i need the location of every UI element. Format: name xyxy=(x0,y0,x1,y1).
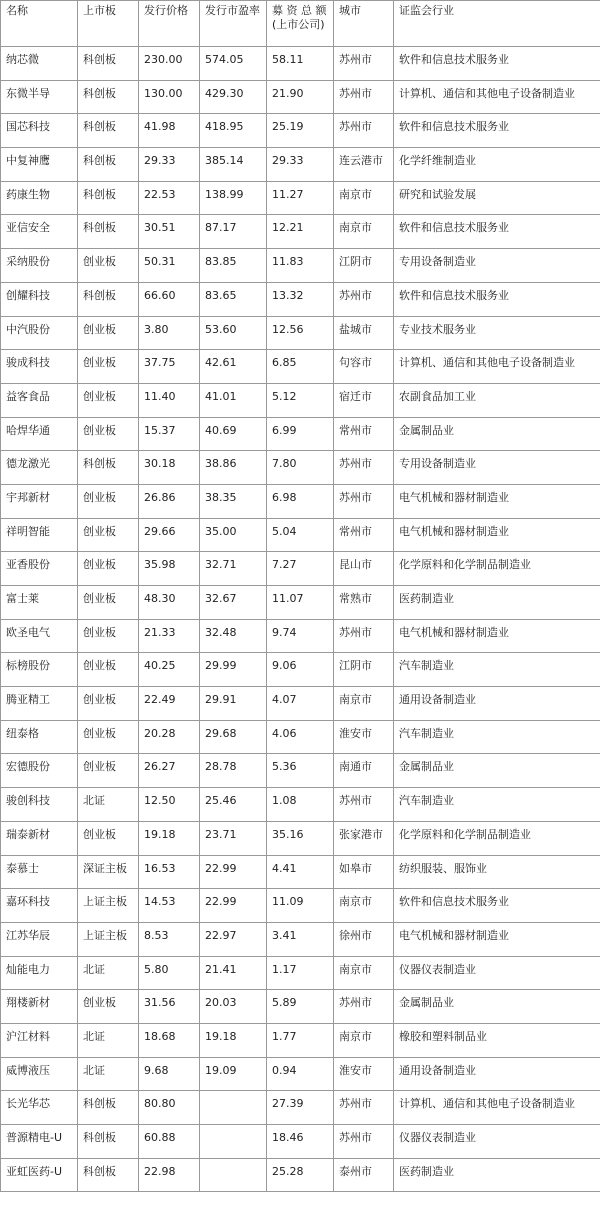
cell-listing-board: 上证主板 xyxy=(78,922,139,956)
cell-listing-board: 创业板 xyxy=(78,720,139,754)
cell-company-name: 骏成科技 xyxy=(1,350,78,384)
cell-listing-board: 科创板 xyxy=(78,1125,139,1159)
cell-listing-board: 科创板 xyxy=(78,114,139,148)
cell-industry: 化学原料和化学制品制造业 xyxy=(394,821,600,855)
cell-issue-price: 37.75 xyxy=(139,350,200,384)
table-row xyxy=(1,1023,600,1057)
cell-issue-price: 3.80 xyxy=(139,316,200,350)
cell-company-name: 沪江材料 xyxy=(1,1023,78,1057)
cell-listing-board: 北证 xyxy=(78,1057,139,1091)
table-row xyxy=(1,47,600,81)
cell-company-name: 普源精电-U xyxy=(1,1125,78,1159)
cell-issue-pe: 87.17 xyxy=(200,215,267,249)
cell-issue-price: 9.68 xyxy=(139,1057,200,1091)
cell-listing-board: 创业板 xyxy=(78,754,139,788)
cell-total-raised: 3.41 xyxy=(267,922,334,956)
cell-industry: 研究和试验发展 xyxy=(394,181,600,215)
table-row xyxy=(1,417,600,451)
cell-city: 南通市 xyxy=(334,754,394,788)
cell-total-raised: 5.36 xyxy=(267,754,334,788)
cell-issue-pe: 42.61 xyxy=(200,350,267,384)
cell-industry: 电气机械和器材制造业 xyxy=(394,619,600,653)
cell-issue-price: 14.53 xyxy=(139,889,200,923)
cell-industry: 汽车制造业 xyxy=(394,653,600,687)
cell-listing-board: 北证 xyxy=(78,956,139,990)
cell-industry: 橡胶和塑料制品业 xyxy=(394,1023,600,1057)
cell-issue-price: 50.31 xyxy=(139,249,200,283)
cell-total-raised: 4.41 xyxy=(267,855,334,889)
cell-company-name: 富士莱 xyxy=(1,586,78,620)
cell-company-name: 中汽股份 xyxy=(1,316,78,350)
cell-issue-pe: 23.71 xyxy=(200,821,267,855)
cell-listing-board: 创业板 xyxy=(78,821,139,855)
cell-total-raised: 6.85 xyxy=(267,350,334,384)
cell-listing-board: 创业板 xyxy=(78,552,139,586)
cell-company-name: 欧圣电气 xyxy=(1,619,78,653)
cell-city: 苏州市 xyxy=(334,282,394,316)
cell-total-raised: 9.06 xyxy=(267,653,334,687)
cell-listing-board: 创业板 xyxy=(78,518,139,552)
cell-total-raised: 5.12 xyxy=(267,383,334,417)
cell-company-name: 国芯科技 xyxy=(1,114,78,148)
cell-listing-board: 科创板 xyxy=(78,215,139,249)
cell-total-raised: 0.94 xyxy=(267,1057,334,1091)
cell-issue-pe xyxy=(200,1158,267,1192)
cell-city: 南京市 xyxy=(334,215,394,249)
cell-issue-price: 11.40 xyxy=(139,383,200,417)
cell-industry: 农副食品加工业 xyxy=(394,383,600,417)
cell-listing-board: 科创板 xyxy=(78,1091,139,1125)
cell-industry: 电气机械和器材制造业 xyxy=(394,518,600,552)
cell-industry: 软件和信息技术服务业 xyxy=(394,114,600,148)
cell-company-name: 亚信安全 xyxy=(1,215,78,249)
cell-city: 南京市 xyxy=(334,1023,394,1057)
cell-total-raised: 11.27 xyxy=(267,181,334,215)
cell-total-raised: 11.07 xyxy=(267,586,334,620)
cell-listing-board: 北证 xyxy=(78,1023,139,1057)
cell-city: 江阴市 xyxy=(334,653,394,687)
cell-listing-board: 北证 xyxy=(78,788,139,822)
cell-city: 苏州市 xyxy=(334,451,394,485)
cell-issue-price: 35.98 xyxy=(139,552,200,586)
cell-city: 苏州市 xyxy=(334,619,394,653)
table-header-row xyxy=(1,1,600,47)
cell-issue-pe: 20.03 xyxy=(200,990,267,1024)
cell-issue-pe: 83.85 xyxy=(200,249,267,283)
cell-issue-price: 22.98 xyxy=(139,1158,200,1192)
cell-listing-board: 科创板 xyxy=(78,148,139,182)
cell-listing-board: 创业板 xyxy=(78,350,139,384)
cell-company-name: 中复神鹰 xyxy=(1,148,78,182)
cell-listing-board: 创业板 xyxy=(78,990,139,1024)
cell-city: 苏州市 xyxy=(334,1091,394,1125)
cell-company-name: 纽泰格 xyxy=(1,720,78,754)
cell-total-raised: 5.04 xyxy=(267,518,334,552)
cell-company-name: 纳芯微 xyxy=(1,47,78,81)
cell-issue-price: 12.50 xyxy=(139,788,200,822)
cell-issue-price: 29.33 xyxy=(139,148,200,182)
cell-company-name: 亚虹医药-U xyxy=(1,1158,78,1192)
cell-listing-board: 创业板 xyxy=(78,653,139,687)
cell-issue-pe xyxy=(200,1091,267,1125)
cell-city: 如皋市 xyxy=(334,855,394,889)
cell-issue-price: 130.00 xyxy=(139,80,200,114)
table-row xyxy=(1,1091,600,1125)
cell-issue-pe: 25.46 xyxy=(200,788,267,822)
cell-industry: 专业技术服务业 xyxy=(394,316,600,350)
cell-city: 连云港市 xyxy=(334,148,394,182)
cell-company-name: 亚香股份 xyxy=(1,552,78,586)
table-row xyxy=(1,80,600,114)
cell-listing-board: 科创板 xyxy=(78,282,139,316)
table-row xyxy=(1,653,600,687)
cell-issue-price: 20.28 xyxy=(139,720,200,754)
cell-total-raised: 4.07 xyxy=(267,687,334,721)
cell-issue-pe: 22.97 xyxy=(200,922,267,956)
cell-issue-price: 5.80 xyxy=(139,956,200,990)
cell-industry: 电气机械和器材制造业 xyxy=(394,922,600,956)
table-row xyxy=(1,148,600,182)
cell-issue-pe: 32.67 xyxy=(200,586,267,620)
cell-total-raised: 4.06 xyxy=(267,720,334,754)
table-row xyxy=(1,720,600,754)
cell-industry: 医药制造业 xyxy=(394,586,600,620)
table-row xyxy=(1,518,600,552)
cell-company-name: 长光华芯 xyxy=(1,1091,78,1125)
cell-issue-price: 80.80 xyxy=(139,1091,200,1125)
cell-issue-price: 60.88 xyxy=(139,1125,200,1159)
table-row xyxy=(1,619,600,653)
cell-total-raised: 11.83 xyxy=(267,249,334,283)
header-industry: 证监会行业 xyxy=(394,1,600,47)
cell-company-name: 瑞泰新材 xyxy=(1,821,78,855)
cell-issue-price: 16.53 xyxy=(139,855,200,889)
cell-industry: 化学原料和化学制品制造业 xyxy=(394,552,600,586)
cell-industry: 仪器仪表制造业 xyxy=(394,956,600,990)
cell-total-raised: 7.27 xyxy=(267,552,334,586)
cell-company-name: 采纳股份 xyxy=(1,249,78,283)
table-row xyxy=(1,249,600,283)
cell-issue-pe: 29.99 xyxy=(200,653,267,687)
cell-city: 盐城市 xyxy=(334,316,394,350)
cell-issue-pe: 22.99 xyxy=(200,855,267,889)
cell-issue-price: 18.68 xyxy=(139,1023,200,1057)
cell-city: 南京市 xyxy=(334,956,394,990)
cell-company-name: 泰慕士 xyxy=(1,855,78,889)
cell-company-name: 嘉环科技 xyxy=(1,889,78,923)
table-row xyxy=(1,383,600,417)
cell-industry: 汽车制造业 xyxy=(394,788,600,822)
cell-listing-board: 科创板 xyxy=(78,451,139,485)
cell-issue-pe: 35.00 xyxy=(200,518,267,552)
cell-issue-price: 21.33 xyxy=(139,619,200,653)
cell-listing-board: 深证主板 xyxy=(78,855,139,889)
table-row xyxy=(1,215,600,249)
cell-issue-pe xyxy=(200,1125,267,1159)
cell-issue-price: 230.00 xyxy=(139,47,200,81)
cell-company-name: 祥明智能 xyxy=(1,518,78,552)
cell-issue-price: 29.66 xyxy=(139,518,200,552)
cell-city: 南京市 xyxy=(334,181,394,215)
cell-company-name: 威博液压 xyxy=(1,1057,78,1091)
cell-issue-pe: 32.71 xyxy=(200,552,267,586)
cell-issue-price: 26.27 xyxy=(139,754,200,788)
cell-issue-pe: 29.68 xyxy=(200,720,267,754)
cell-listing-board: 科创板 xyxy=(78,181,139,215)
table-row xyxy=(1,990,600,1024)
cell-city: 常州市 xyxy=(334,417,394,451)
table-row xyxy=(1,956,600,990)
cell-total-raised: 25.19 xyxy=(267,114,334,148)
cell-company-name: 腾亚精工 xyxy=(1,687,78,721)
cell-industry: 仪器仪表制造业 xyxy=(394,1125,600,1159)
table-row xyxy=(1,451,600,485)
table-row xyxy=(1,754,600,788)
cell-issue-price: 22.53 xyxy=(139,181,200,215)
cell-total-raised: 29.33 xyxy=(267,148,334,182)
cell-total-raised: 11.09 xyxy=(267,889,334,923)
cell-city: 南京市 xyxy=(334,687,394,721)
header-issue-price: 发行价格 xyxy=(139,1,200,47)
cell-city: 苏州市 xyxy=(334,80,394,114)
cell-company-name: 东微半导 xyxy=(1,80,78,114)
cell-company-name: 益客食品 xyxy=(1,383,78,417)
cell-issue-pe: 41.01 xyxy=(200,383,267,417)
cell-issue-price: 30.51 xyxy=(139,215,200,249)
cell-total-raised: 1.77 xyxy=(267,1023,334,1057)
table-body xyxy=(1,47,600,1192)
cell-industry: 金属制品业 xyxy=(394,990,600,1024)
cell-industry: 通用设备制造业 xyxy=(394,687,600,721)
cell-industry: 软件和信息技术服务业 xyxy=(394,282,600,316)
table-row xyxy=(1,586,600,620)
cell-industry: 计算机、通信和其他电子设备制造业 xyxy=(394,1091,600,1125)
cell-issue-pe: 138.99 xyxy=(200,181,267,215)
table-row xyxy=(1,484,600,518)
cell-issue-price: 48.30 xyxy=(139,586,200,620)
cell-issue-pe: 19.18 xyxy=(200,1023,267,1057)
header-name: 名称 xyxy=(1,1,78,47)
table-row xyxy=(1,114,600,148)
cell-issue-pe: 21.41 xyxy=(200,956,267,990)
cell-city: 张家港市 xyxy=(334,821,394,855)
header-total-raised-label: 募 资 总 额 xyxy=(272,4,327,17)
cell-total-raised: 21.90 xyxy=(267,80,334,114)
cell-issue-price: 22.49 xyxy=(139,687,200,721)
cell-listing-board: 创业板 xyxy=(78,586,139,620)
table-row xyxy=(1,552,600,586)
cell-company-name: 翔楼新材 xyxy=(1,990,78,1024)
cell-total-raised: 1.08 xyxy=(267,788,334,822)
cell-industry: 软件和信息技术服务业 xyxy=(394,47,600,81)
cell-industry: 纺织服装、服饰业 xyxy=(394,855,600,889)
cell-city: 徐州市 xyxy=(334,922,394,956)
cell-industry: 医药制造业 xyxy=(394,1158,600,1192)
cell-company-name: 江苏华辰 xyxy=(1,922,78,956)
cell-issue-pe: 385.14 xyxy=(200,148,267,182)
table-row xyxy=(1,181,600,215)
cell-city: 淮安市 xyxy=(334,720,394,754)
cell-city: 苏州市 xyxy=(334,114,394,148)
cell-industry: 计算机、通信和其他电子设备制造业 xyxy=(394,350,600,384)
cell-listing-board: 创业板 xyxy=(78,383,139,417)
cell-issue-price: 31.56 xyxy=(139,990,200,1024)
cell-city: 常熟市 xyxy=(334,586,394,620)
cell-listing-board: 创业板 xyxy=(78,316,139,350)
cell-company-name: 药康生物 xyxy=(1,181,78,215)
table-row xyxy=(1,922,600,956)
cell-company-name: 德龙激光 xyxy=(1,451,78,485)
cell-company-name: 宇邦新材 xyxy=(1,484,78,518)
cell-issue-pe: 429.30 xyxy=(200,80,267,114)
cell-city: 淮安市 xyxy=(334,1057,394,1091)
cell-industry: 软件和信息技术服务业 xyxy=(394,215,600,249)
cell-total-raised: 7.80 xyxy=(267,451,334,485)
cell-company-name: 标榜股份 xyxy=(1,653,78,687)
cell-issue-price: 19.18 xyxy=(139,821,200,855)
cell-issue-pe: 29.91 xyxy=(200,687,267,721)
cell-issue-pe: 38.86 xyxy=(200,451,267,485)
header-city: 城市 xyxy=(334,1,394,47)
table-row xyxy=(1,316,600,350)
header-total-raised xyxy=(267,1,334,47)
cell-issue-price: 30.18 xyxy=(139,451,200,485)
cell-total-raised: 35.16 xyxy=(267,821,334,855)
table-row xyxy=(1,821,600,855)
cell-issue-pe: 40.69 xyxy=(200,417,267,451)
cell-industry: 金属制品业 xyxy=(394,417,600,451)
cell-industry: 软件和信息技术服务业 xyxy=(394,889,600,923)
table-row xyxy=(1,889,600,923)
cell-industry: 化学纤维制造业 xyxy=(394,148,600,182)
cell-issue-pe: 574.05 xyxy=(200,47,267,81)
cell-issue-pe: 19.09 xyxy=(200,1057,267,1091)
cell-total-raised: 6.99 xyxy=(267,417,334,451)
cell-total-raised: 58.11 xyxy=(267,47,334,81)
cell-city: 昆山市 xyxy=(334,552,394,586)
cell-company-name: 灿能电力 xyxy=(1,956,78,990)
cell-listing-board: 科创板 xyxy=(78,1158,139,1192)
cell-listing-board: 创业板 xyxy=(78,417,139,451)
cell-issue-pe: 32.48 xyxy=(200,619,267,653)
table-row xyxy=(1,350,600,384)
cell-city: 江阴市 xyxy=(334,249,394,283)
table-row xyxy=(1,1057,600,1091)
table-row xyxy=(1,788,600,822)
table-row xyxy=(1,687,600,721)
cell-total-raised: 1.17 xyxy=(267,956,334,990)
cell-issue-price: 66.60 xyxy=(139,282,200,316)
cell-city: 苏州市 xyxy=(334,990,394,1024)
cell-industry: 计算机、通信和其他电子设备制造业 xyxy=(394,80,600,114)
cell-city: 苏州市 xyxy=(334,788,394,822)
cell-issue-price: 41.98 xyxy=(139,114,200,148)
cell-listing-board: 创业板 xyxy=(78,249,139,283)
cell-total-raised: 13.32 xyxy=(267,282,334,316)
cell-total-raised: 25.28 xyxy=(267,1158,334,1192)
header-issue-pe: 发行市盈率 xyxy=(200,1,267,47)
cell-issue-price: 15.37 xyxy=(139,417,200,451)
cell-total-raised: 27.39 xyxy=(267,1091,334,1125)
cell-issue-price: 26.86 xyxy=(139,484,200,518)
table-row xyxy=(1,855,600,889)
cell-issue-pe: 418.95 xyxy=(200,114,267,148)
cell-issue-pe: 28.78 xyxy=(200,754,267,788)
cell-issue-pe: 53.60 xyxy=(200,316,267,350)
cell-industry: 汽车制造业 xyxy=(394,720,600,754)
cell-industry: 专用设备制造业 xyxy=(394,249,600,283)
cell-listing-board: 上证主板 xyxy=(78,889,139,923)
table-row xyxy=(1,1158,600,1192)
cell-city: 泰州市 xyxy=(334,1158,394,1192)
header-total-raised-sub: (上市公司) xyxy=(272,18,325,31)
cell-issue-price: 8.53 xyxy=(139,922,200,956)
table-row xyxy=(1,1125,600,1159)
cell-industry: 金属制品业 xyxy=(394,754,600,788)
cell-total-raised: 6.98 xyxy=(267,484,334,518)
cell-company-name: 宏德股份 xyxy=(1,754,78,788)
cell-listing-board: 科创板 xyxy=(78,80,139,114)
cell-total-raised: 18.46 xyxy=(267,1125,334,1159)
cell-company-name: 创耀科技 xyxy=(1,282,78,316)
cell-city: 苏州市 xyxy=(334,484,394,518)
cell-total-raised: 12.21 xyxy=(267,215,334,249)
cell-total-raised: 5.89 xyxy=(267,990,334,1024)
table-row xyxy=(1,282,600,316)
cell-listing-board: 创业板 xyxy=(78,687,139,721)
header-board: 上市板 xyxy=(78,1,139,47)
cell-city: 苏州市 xyxy=(334,1125,394,1159)
cell-issue-pe: 83.65 xyxy=(200,282,267,316)
cell-listing-board: 科创板 xyxy=(78,47,139,81)
cell-city: 苏州市 xyxy=(334,47,394,81)
cell-listing-board: 创业板 xyxy=(78,619,139,653)
cell-company-name: 哈焊华通 xyxy=(1,417,78,451)
cell-total-raised: 9.74 xyxy=(267,619,334,653)
cell-issue-pe: 22.99 xyxy=(200,889,267,923)
cell-listing-board: 创业板 xyxy=(78,484,139,518)
cell-city: 常州市 xyxy=(334,518,394,552)
cell-industry: 电气机械和器材制造业 xyxy=(394,484,600,518)
cell-city: 南京市 xyxy=(334,889,394,923)
cell-industry: 通用设备制造业 xyxy=(394,1057,600,1091)
cell-city: 宿迁市 xyxy=(334,383,394,417)
cell-issue-pe: 38.35 xyxy=(200,484,267,518)
cell-industry: 专用设备制造业 xyxy=(394,451,600,485)
cell-city: 句容市 xyxy=(334,350,394,384)
cell-company-name: 骏创科技 xyxy=(1,788,78,822)
cell-issue-price: 40.25 xyxy=(139,653,200,687)
cell-total-raised: 12.56 xyxy=(267,316,334,350)
